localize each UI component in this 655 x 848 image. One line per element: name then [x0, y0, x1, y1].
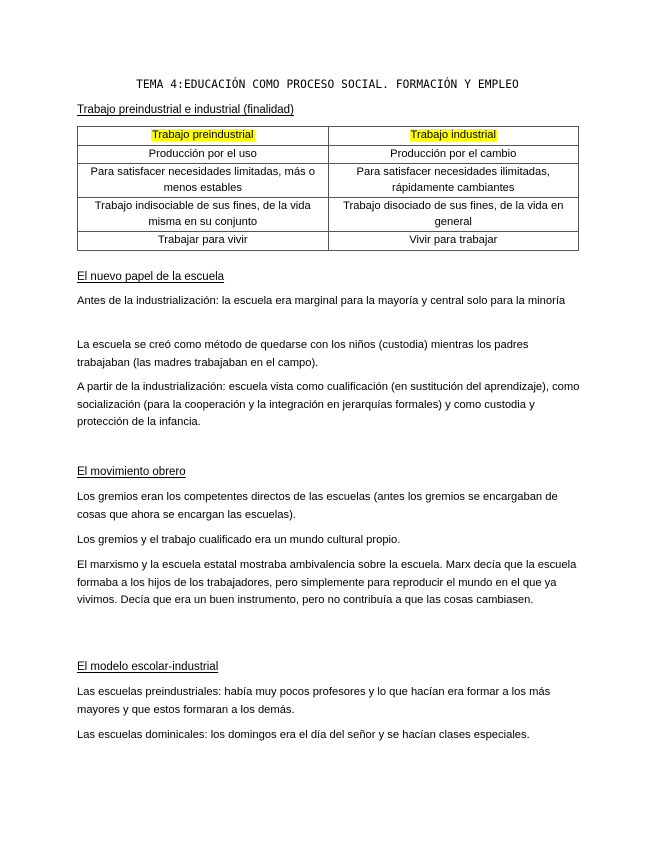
- table-cell: Producción por el cambio: [328, 145, 579, 164]
- table-cell: Trabajar para vivir: [78, 232, 329, 251]
- paragraph: La escuela se creó como método de quedarse con los niños (custodia) mientras los padres trabajaban (las madres trabajaban en el campo).: [77, 339, 529, 369]
- paragraph: Las escuelas preindustriales: había muy pocos profesores y lo que hacían era formar a los más mayores y que estos formaran a los demás.: [77, 686, 551, 716]
- section-heading: El modelo escolar-industrial: [77, 661, 219, 673]
- table-header-cell: [328, 127, 579, 146]
- table-row: [78, 198, 579, 232]
- table-row: [78, 145, 579, 164]
- header-industrial: Trabajo industrial: [410, 129, 496, 141]
- table-row: [78, 164, 579, 198]
- comparison-table: [77, 126, 579, 251]
- paragraph: Antes de la industrialización: la escuela era marginal para la mayoría y central solo para la minoría: [77, 295, 566, 307]
- paragraph: Los gremios y el trabajo cualificado era un mundo cultural propio.: [77, 534, 401, 546]
- paragraph: El marxismo y la escuela estatal mostraba ambivalencia sobre la escuela. Marx decía que la escuela formaba a los hijos de los trabajadores, pero simplemente para reproducir el mundo en el que ya vivimos. Decía que era un buen instrumento, pero no contribuía a que las cosas cambiasen.: [77, 559, 577, 606]
- document-title: TEMA 4:EDUCACIÓN COMO PROCESO SOCIAL. FORMACIÓN Y EMPLEO: [136, 78, 519, 91]
- table-cell: Trabajo indisociable de sus fines, de la vida misma en su conjunto: [78, 198, 329, 232]
- paragraph: Los gremios eran los competentes directos de las escuelas (antes los gremios se encargaban de cosas que ahora se encargan las escuelas).: [77, 491, 558, 521]
- table-cell: Trabajo disociado de sus fines, de la vida en general: [328, 198, 579, 232]
- table-caption: Trabajo preindustrial e industrial (finalidad): [77, 104, 294, 116]
- table-header-row: [78, 127, 579, 146]
- section-heading: El movimiento obrero: [77, 466, 186, 478]
- table-cell: Vivir para trabajar: [328, 232, 579, 251]
- table-cell: Producción por el uso: [78, 145, 329, 164]
- table-header-cell: [78, 127, 329, 146]
- table-cell: Para satisfacer necesidades ilimitadas, rápidamente cambiantes: [328, 164, 579, 198]
- section-heading: El nuevo papel de la escuela: [77, 271, 225, 283]
- paragraph: Las escuelas dominicales: los domingos era el día del señor y se hacían clases especiales.: [77, 729, 530, 741]
- table-row: [78, 232, 579, 251]
- table-cell: Para satisfacer necesidades limitadas, más o menos estables: [78, 164, 329, 198]
- paragraph: A partir de la industrialización: escuela vista como cualificación (en sustitución del aprendizaje), como socialización (para la cooperación y la integración en jerarquías formales) y como custodia y protección de la infancia.: [77, 381, 580, 428]
- header-preindustrial: Trabajo preindustrial: [151, 129, 254, 141]
